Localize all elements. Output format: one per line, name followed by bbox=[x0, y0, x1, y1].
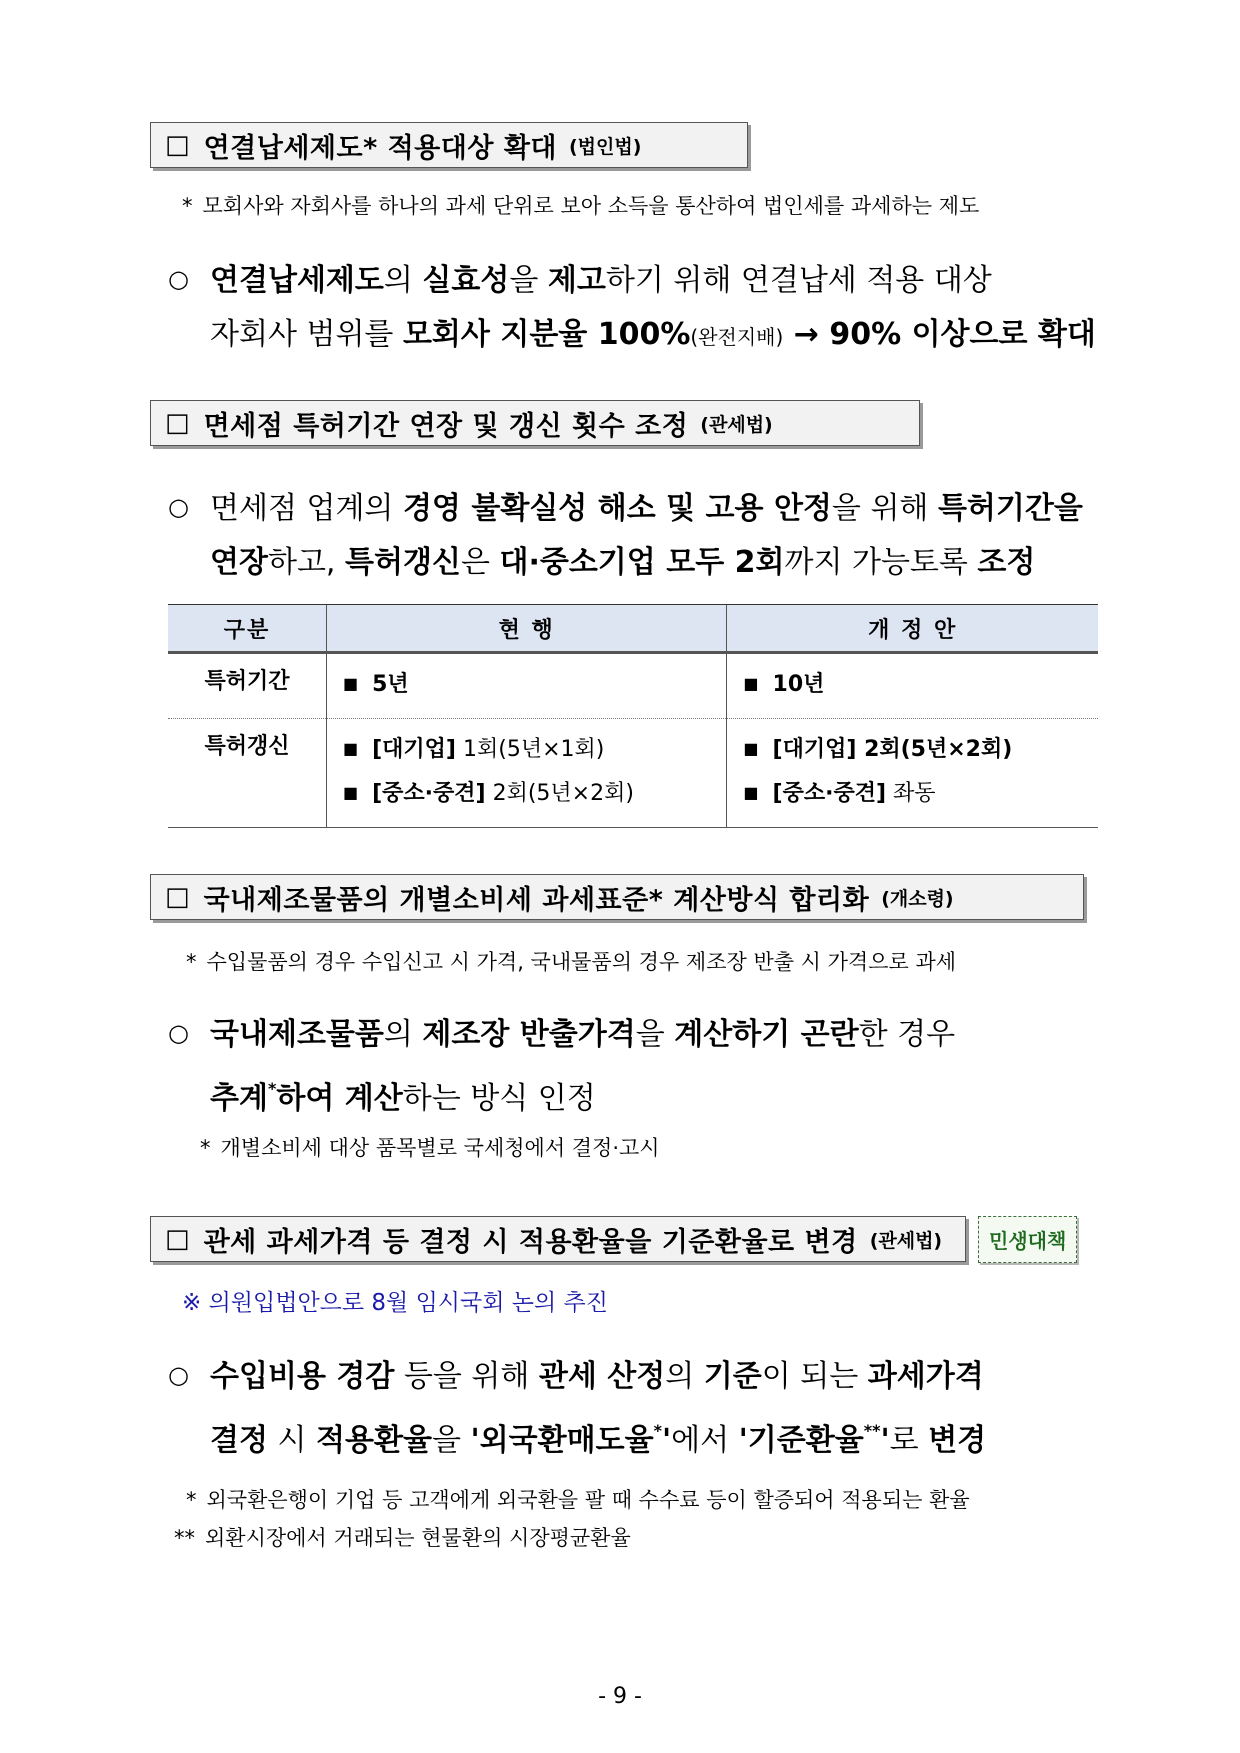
square-bullet-icon: ■ bbox=[743, 783, 759, 802]
section-header-duty-free bbox=[150, 400, 920, 446]
bullet-line-2 bbox=[168, 1062, 955, 1126]
asterisk: * bbox=[186, 950, 197, 974]
text: 을 위해 bbox=[831, 491, 938, 526]
revised-cell bbox=[727, 719, 1098, 828]
law-label: (법인법) bbox=[568, 135, 642, 158]
cell-line bbox=[343, 773, 726, 817]
footnote-text: 모회사와 자회사를 하나의 과세 단위로 보아 소득을 통산하여 법인세를 과세하는 제도 bbox=[202, 194, 980, 218]
text: 은 bbox=[460, 545, 500, 580]
bullet-excise-tax bbox=[168, 1006, 955, 1126]
text-bold: 변경 bbox=[928, 1423, 987, 1458]
text: 로 bbox=[889, 1423, 929, 1458]
text-bold: 적용환율 bbox=[316, 1423, 432, 1458]
checkbox-icon: □ bbox=[165, 408, 190, 438]
bullet-line-2 bbox=[168, 1404, 986, 1468]
header-current: 현 행 bbox=[327, 605, 727, 653]
bullet-line-1 bbox=[168, 1006, 955, 1062]
bullet-customs-rate bbox=[168, 1348, 986, 1468]
text: 좌동 bbox=[886, 781, 936, 806]
text: 에서 bbox=[671, 1423, 739, 1458]
double-asterisk: ** bbox=[174, 1526, 195, 1550]
text-bold: 결정 bbox=[210, 1423, 268, 1458]
text-bold: → 90% 이상으로 확대 bbox=[783, 317, 1096, 352]
header-revised: 개 정 안 bbox=[727, 605, 1098, 653]
text: 자회사 범위를 bbox=[210, 317, 403, 352]
section-title: 연결납세제도* 적용대상 확대 bbox=[203, 132, 557, 164]
checkbox-icon: □ bbox=[165, 130, 190, 160]
footnote bbox=[186, 1484, 970, 1514]
header-category: 구분 bbox=[168, 605, 327, 653]
text: 이 되는 bbox=[761, 1359, 868, 1394]
text: 의 bbox=[383, 263, 423, 298]
table-header-row bbox=[168, 605, 1098, 653]
row-key: 특허기간 bbox=[168, 653, 327, 719]
bullet-line-2 bbox=[168, 536, 1083, 590]
footnote bbox=[186, 946, 956, 976]
footnote-text: 외환시장에서 거래되는 현물환의 시장평균환율 bbox=[205, 1526, 631, 1550]
text-bold: 추계 bbox=[210, 1081, 268, 1116]
cell-line bbox=[343, 729, 726, 773]
superscript-asterisk: * bbox=[267, 1079, 277, 1098]
text-bold: '외국환매도율 bbox=[470, 1423, 654, 1458]
square-bullet-icon: ■ bbox=[743, 674, 759, 693]
footnote bbox=[182, 190, 979, 220]
text: 하고, bbox=[267, 545, 346, 580]
footnote bbox=[174, 1522, 631, 1552]
text-bold: 5년 bbox=[372, 672, 409, 697]
cell-line bbox=[743, 729, 1098, 773]
text: 시 bbox=[267, 1423, 317, 1458]
text: 을 bbox=[509, 263, 548, 298]
circle-bullet-icon: ○ bbox=[168, 1019, 189, 1047]
text: 의 bbox=[665, 1359, 704, 1394]
circle-bullet-icon: ○ bbox=[168, 1361, 189, 1389]
revised-cell bbox=[727, 653, 1098, 719]
text: 의 bbox=[383, 1017, 423, 1052]
text-bold: [대기업] 2회(5년×2회) bbox=[772, 737, 1013, 762]
livelihood-policy-tag: 민생대책 bbox=[978, 1216, 1077, 1263]
square-bullet-icon: ■ bbox=[343, 783, 359, 802]
text-bold: 특허갱신 bbox=[345, 545, 461, 580]
bullet-line-1 bbox=[168, 480, 1083, 536]
checkbox-icon: □ bbox=[165, 1224, 190, 1254]
text-bold: ' bbox=[880, 1423, 890, 1458]
text-bold: 국내제조물품 bbox=[210, 1017, 384, 1052]
checkbox-icon: □ bbox=[165, 882, 190, 912]
cell-line bbox=[743, 773, 1098, 817]
section-title: 관세 과세가격 등 결정 시 적용환율을 기준환율로 변경 bbox=[203, 1226, 858, 1258]
text-bold: 제조장 반출가격 bbox=[422, 1017, 636, 1052]
text-bold: 관세 산정 bbox=[538, 1359, 666, 1394]
square-bullet-icon: ■ bbox=[743, 739, 759, 758]
circle-bullet-icon: ○ bbox=[168, 493, 189, 521]
table-row bbox=[168, 719, 1098, 828]
section-header-consolidated-tax bbox=[150, 122, 748, 168]
footnote-text: 수입물품의 경우 수입신고 시 가격, 국내물품의 경우 제조장 반출 시 가격으로 과세 bbox=[206, 950, 957, 974]
text-bold: 연장 bbox=[210, 545, 268, 580]
bullet-line-2 bbox=[168, 308, 1096, 364]
current-cell bbox=[327, 653, 727, 719]
text-bold: 모회사 지분율 100% bbox=[402, 317, 691, 352]
text: 까지 가능토록 bbox=[784, 545, 978, 580]
text: 하는 방식 인정 bbox=[402, 1081, 596, 1116]
text-bold: 제고 bbox=[547, 263, 606, 298]
subnote bbox=[200, 1132, 660, 1162]
text: 을 bbox=[635, 1017, 675, 1052]
text-bold: 하여 계산 bbox=[276, 1081, 403, 1116]
text: 1회(5년×1회) bbox=[456, 737, 605, 762]
page-number: - 9 - bbox=[598, 1684, 642, 1709]
text-bold: 실효성 bbox=[422, 263, 510, 298]
bullet-duty-free bbox=[168, 480, 1083, 590]
square-bullet-icon: ■ bbox=[343, 739, 359, 758]
footnote-text: 외국환은행이 기업 등 고객에게 외국환을 팔 때 수수료 등이 할증되어 적용되는 환율 bbox=[206, 1488, 970, 1512]
section-title: 국내제조물품의 개별소비세 과세표준* 계산방식 합리화 bbox=[203, 884, 870, 916]
superscript-double-asterisk: ** bbox=[863, 1421, 881, 1440]
text: 면세점 업계의 bbox=[210, 491, 403, 526]
text: 2회(5년×2회) bbox=[485, 781, 634, 806]
text-bold: 계산하기 곤란 bbox=[674, 1017, 859, 1052]
asterisk: * bbox=[182, 194, 193, 218]
superscript-asterisk: * bbox=[653, 1421, 662, 1440]
text-bold: 특허기간을 bbox=[937, 491, 1083, 526]
asterisk: * bbox=[200, 1136, 211, 1160]
table-row bbox=[168, 653, 1098, 719]
text: 하기 위해 연결납세 적용 대상 bbox=[605, 263, 992, 298]
text-bold: 기준 bbox=[703, 1359, 762, 1394]
bullet-consolidated-tax bbox=[168, 252, 1096, 364]
text-bold: 조정 bbox=[977, 545, 1036, 580]
text-bold: '기준환율 bbox=[738, 1423, 864, 1458]
comparison-table bbox=[168, 604, 1098, 828]
section-header-customs-rate bbox=[150, 1216, 966, 1262]
square-bullet-icon: ■ bbox=[343, 674, 359, 693]
text: 한 경우 bbox=[858, 1017, 956, 1052]
text-bold: 대·중소기업 모두 2회 bbox=[499, 545, 785, 580]
text: 등을 위해 bbox=[394, 1359, 539, 1394]
text-bold: 연결납세제도 bbox=[210, 263, 384, 298]
current-cell bbox=[327, 719, 727, 828]
legislation-remark: ※ 의원입법안으로 8월 임시국회 논의 추진 bbox=[182, 1290, 608, 1316]
section-title: 면세점 특허기간 연장 및 갱신 횟수 조정 bbox=[203, 410, 689, 442]
text-bold: [대기업] bbox=[372, 737, 456, 762]
text-bold: 수입비용 경감 bbox=[210, 1359, 395, 1394]
cell-line bbox=[343, 664, 726, 708]
circle-bullet-icon: ○ bbox=[168, 265, 189, 293]
text-bold: ' bbox=[661, 1423, 672, 1458]
cell-line bbox=[743, 664, 1098, 708]
text-bold: [중소·중견] bbox=[772, 781, 887, 806]
section-header-excise-tax bbox=[150, 874, 1084, 920]
text-bold: 과세가격 bbox=[867, 1359, 984, 1394]
text-bold: 경영 불확실성 해소 및 고용 안정 bbox=[402, 491, 832, 526]
bullet-line-1 bbox=[168, 1348, 986, 1404]
row-key: 특허갱신 bbox=[168, 719, 327, 828]
text-small: (완전지배) bbox=[690, 325, 784, 349]
asterisk: * bbox=[186, 1488, 197, 1512]
text: 을 bbox=[431, 1423, 471, 1458]
law-label: (개소령) bbox=[881, 887, 954, 910]
law-label: (관세법) bbox=[700, 413, 773, 436]
text-bold: 10년 bbox=[772, 672, 825, 697]
bullet-line-1 bbox=[168, 252, 1096, 308]
text-bold: [중소·중견] bbox=[372, 781, 486, 806]
law-label: (관세법) bbox=[869, 1229, 943, 1252]
subnote-text: 개별소비세 대상 품목별로 국세청에서 결정·고시 bbox=[220, 1136, 660, 1160]
